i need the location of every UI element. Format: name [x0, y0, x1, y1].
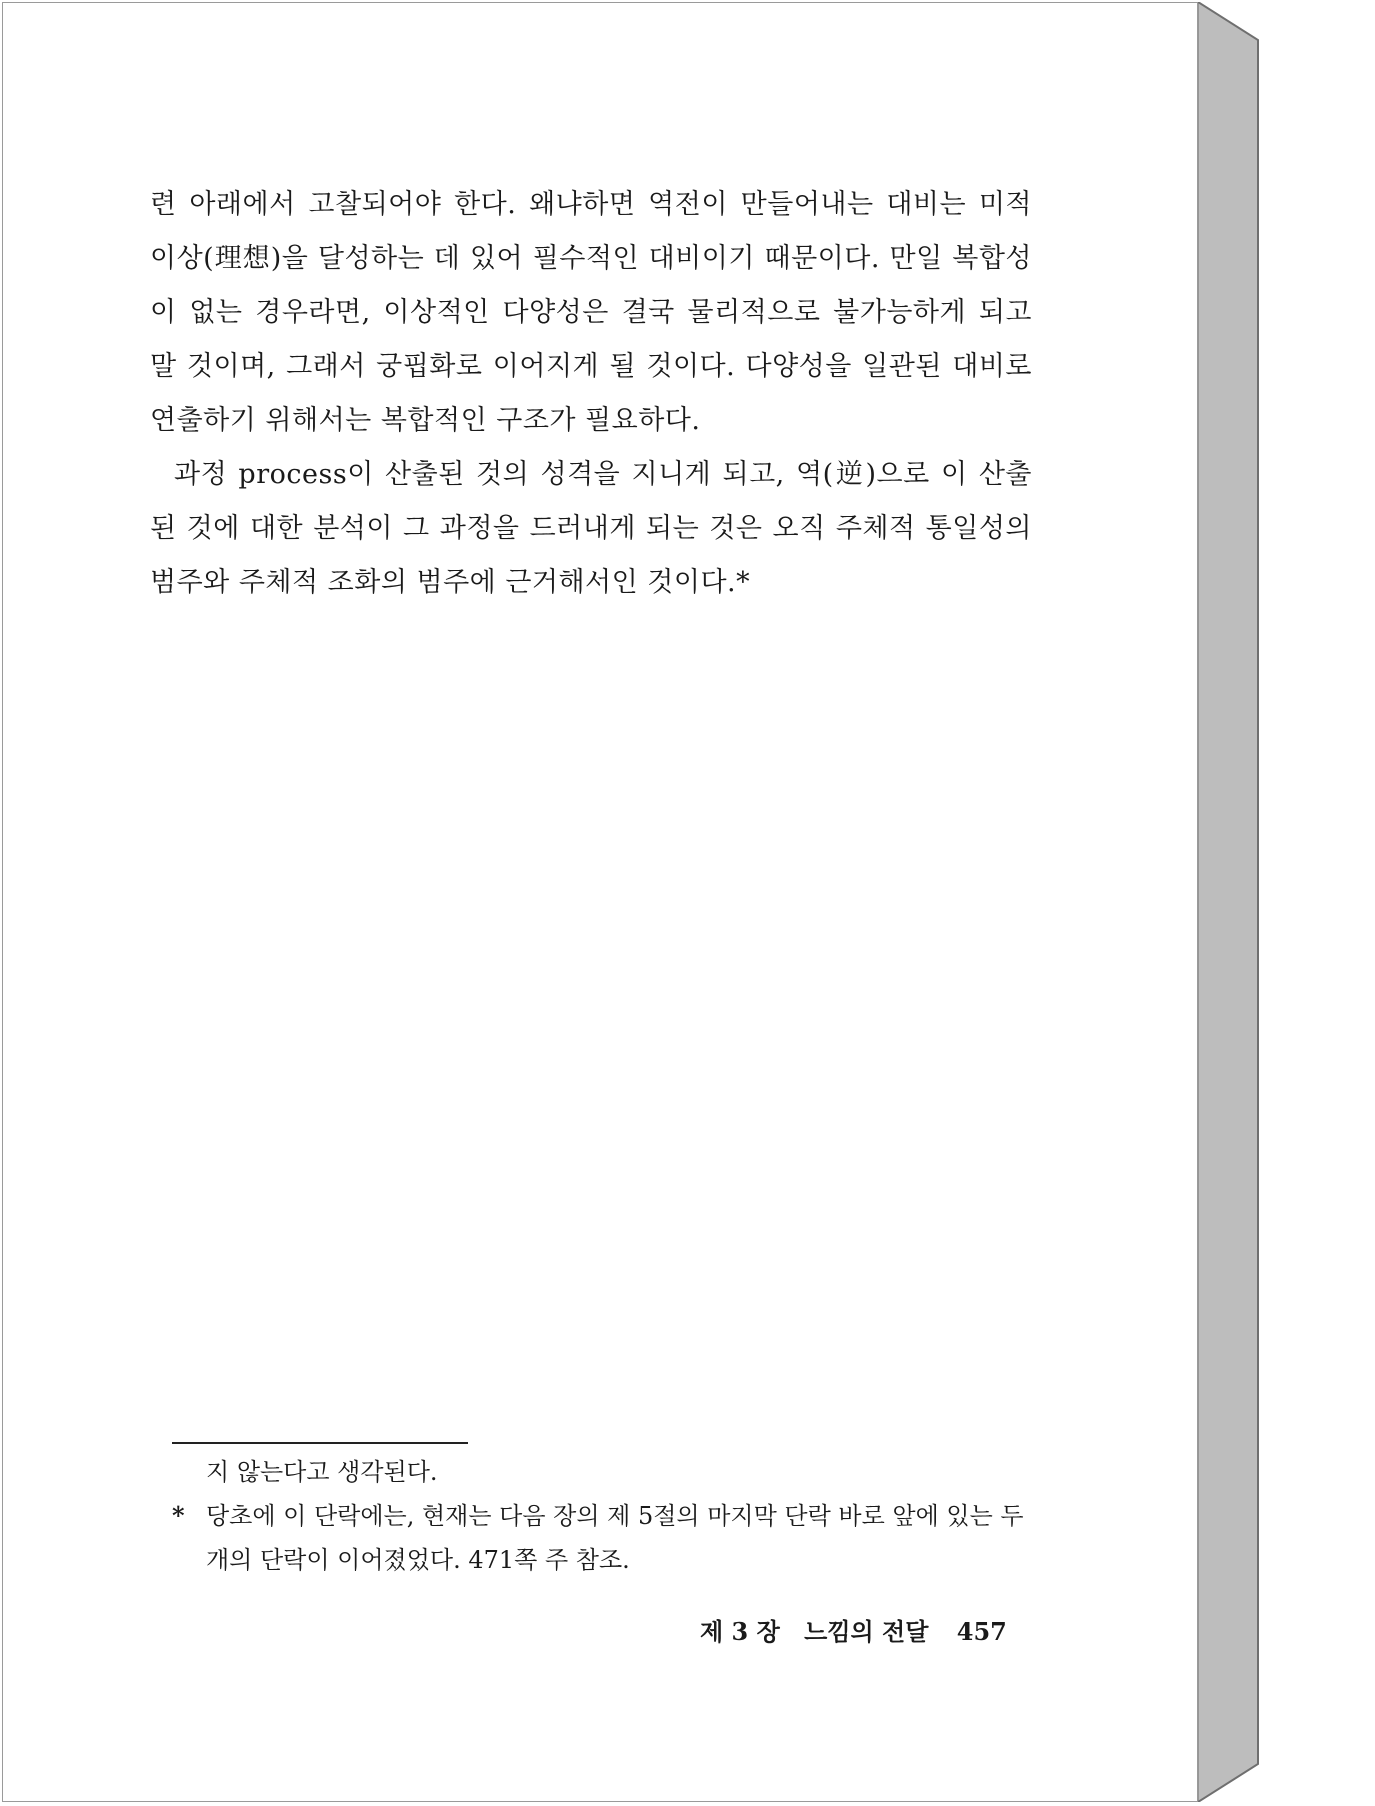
footnote-star-mark: *: [172, 1501, 185, 1530]
body-paragraph-2: 과정 process이 산출된 것의 성격을 지니게 되고, 역(逆)으로 이 산출된 것에 대한 분석이 그 과정을 드러내게 되는 것은 오직 주체적 통일성의 범주와 주체적 조화의 범주에 근거해서인 것이다.*: [150, 459, 1032, 598]
footnotes: [172, 1450, 1042, 1582]
footnote-star-text: 당초에 이 단락에는, 현재는 다음 장의 제 5절의 마지막 단락 바로 앞에 있는 두 개의 단락이 이어졌었다. 471쪽 주 참조.: [206, 1502, 1024, 1574]
footer-chapter-title: 느낌의 전달: [804, 1617, 929, 1646]
footnote-continuation: 지 않는다고 생각된다.: [206, 1458, 438, 1486]
body-paragraph-1: 련 아래에서 고찰되어야 한다. 왜냐하면 역전이 만들어내는 대비는 미적 이상(理想)을 달성하는 데 있어 필수적인 대비이기 때문이다. 만일 복합성이 없는 경우라면, 이상적인 다양성은 결국 물리적으로 불가능하게 되고 말 것이며, 그래서 궁핍화로 이어지게 될 것이다. 다양성을 일관된 대비로 연출하기 위해서는 복합적인 구조가 필요하다.: [150, 189, 1032, 436]
footnote-star: [172, 1494, 1042, 1582]
footer-chapter: 제 3 장: [700, 1617, 780, 1646]
main-text: [150, 178, 1032, 610]
book-edge-3d: [1198, 2, 1278, 1802]
page-number: 457: [956, 1617, 1007, 1646]
footnote-divider: [172, 1442, 468, 1444]
running-footer: [700, 1612, 1007, 1647]
